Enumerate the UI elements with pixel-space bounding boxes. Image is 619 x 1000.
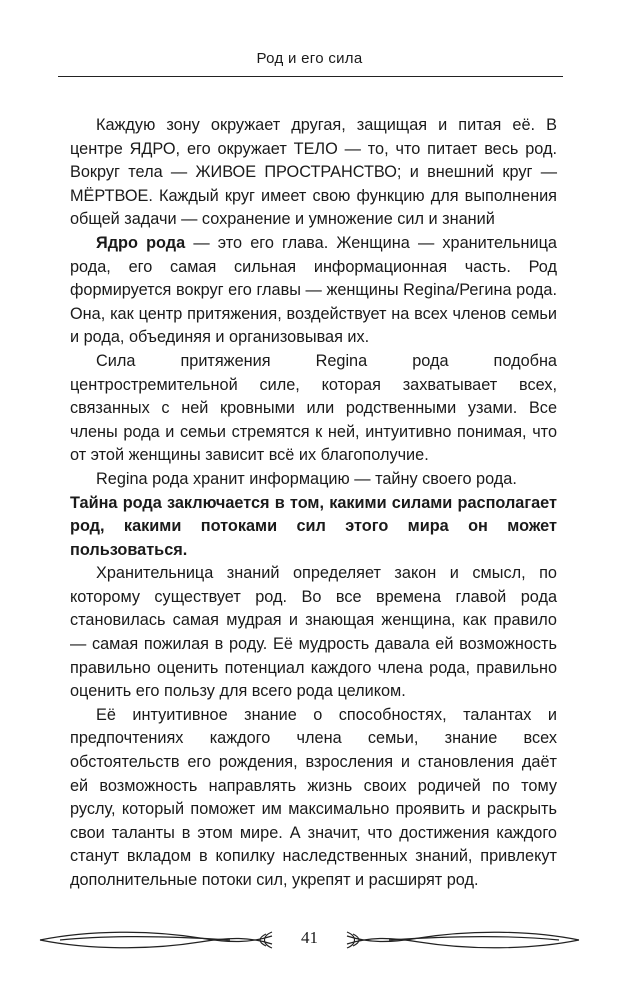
paragraph-3: Сила притяжения Regina рода подобна центростремительной силе, которая захватывает всех, связанных с ней кровными или родственными узами. Все члены рода и семьи стремятся к ней, интуитивно понимая, что от этой женщины зависит всё их благополучие. — [70, 351, 557, 465]
running-header: Род и его сила — [256, 50, 363, 67]
paragraph-4: Regina рода хранит информацию — тайну своего рода. — [96, 469, 517, 488]
paragraph-1: Каждую зону окружает другая, защищая и питая её. В центре ЯДРО, его окружает ТЕЛО — то, что питает весь род. Вокруг тела — ЖИВОЕ ПРОСТРАНСТВО; и внешний круг — МЁРТВОЕ. Каждый круг имеет свою функцию для выполнения общей задачи — сохранение и умножение сил и знаний — [70, 116, 557, 229]
paragraph-2 — [70, 232, 557, 350]
paragraph-2-text: — это его глава. Женщина — хранительница рода, его самая сильная информационная часть. Род формируется вокруг его главы — женщины Regina/Регина рода. Она, как центр притяжения, воздействует на всех членов семьи и рода, объединяя и организовывая их. — [70, 233, 557, 347]
page-number: 41 — [301, 928, 318, 947]
body-text — [70, 114, 557, 893]
header-rule — [58, 76, 563, 77]
paragraph-5: Хранительница знаний определяет закон и смысл, по которому существует род. Во все времена главой рода становилась самая мудрая и знающая женщина, как правило — самая пожилая в роду. Её мудрость давала ей возможность правильно оценить потенциал каждого члена рода, правильно оценить его пользу для всего рода целиком. — [70, 564, 557, 701]
term-yadro-roda: Ядро рода — [96, 233, 186, 252]
callout-highlight: Тайна рода заключается в том, какими силами располагает род, какими потоками сил этого мира он может пользоваться. — [70, 493, 557, 559]
paragraph-6: Её интуитивное знание о способностях, талантах и предпочтениях каждого члена семьи, знание всех обстоятельств его рождения, взросления и становления даёт ей возможность направлять жизнь своих родичей по тому руслу, который поможет им максимально проявить и раскрыть свои таланты в этом мире. А значит, что достижения каждого станут вкладом в копилку наследственных знаний, привлекут дополнительные потоки сил, укрепят и расширят род. — [70, 705, 557, 889]
